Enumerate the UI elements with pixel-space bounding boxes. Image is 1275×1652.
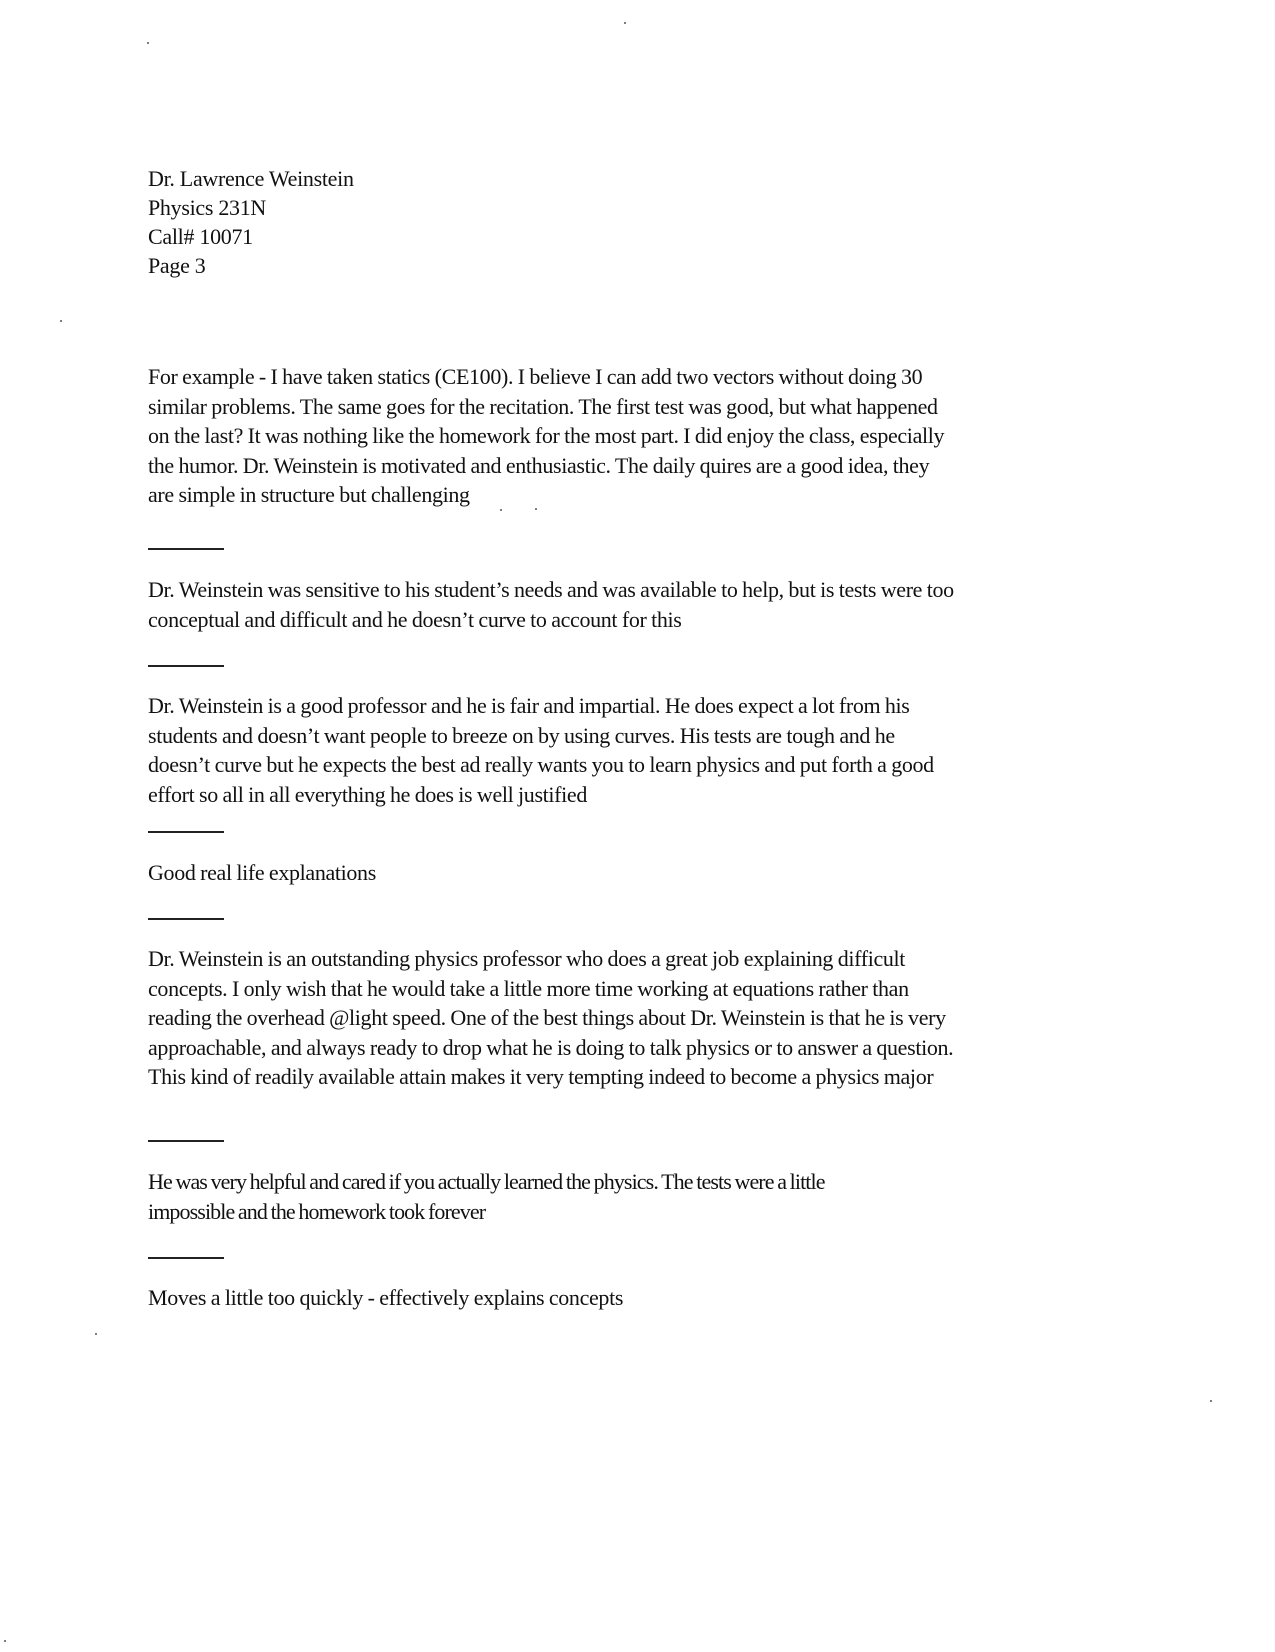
separator-rule <box>148 1257 224 1259</box>
scan-speck <box>1210 1400 1212 1402</box>
separator-rule <box>148 665 224 667</box>
comment-line: Good real life explanations <box>148 860 376 885</box>
scan-speck <box>95 1333 97 1335</box>
student-comment <box>148 944 1108 1092</box>
comment-line: the humor. Dr. Weinstein is motivated and enthusiastic. The daily quires are a good idea, they <box>148 452 930 478</box>
student-comment <box>148 858 1108 888</box>
comment-line: Moves a little too quickly - effectively explains concepts <box>148 1285 624 1310</box>
scan-speck <box>4 1640 6 1642</box>
student-comment <box>148 691 1108 809</box>
comment-line: Dr. Weinstein is an outstanding physics professor who does a great job explaining difficult <box>148 946 906 971</box>
separator-rule <box>148 831 224 833</box>
comment-line: This kind of readily available attain makes it very tempting indeed to become a physics major <box>148 1064 934 1089</box>
comment-line: Dr. Weinstein was sensitive to his student’s needs and was available to help, but is tests were too <box>148 577 954 602</box>
call-number: Call# 10071 <box>148 224 253 249</box>
student-comment <box>148 575 1108 634</box>
scan-speck <box>624 22 626 24</box>
page-number: Page 3 <box>148 253 206 278</box>
separator-rule <box>148 1140 224 1142</box>
separator-rule <box>148 548 224 550</box>
scan-speck <box>147 42 149 44</box>
comment-line: Dr. Weinstein is a good professor and he is fair and impartial. He does expect a lot from his <box>148 693 910 718</box>
comment-line: He was very helpful and cared if you actually learned the physics. The tests were a little <box>148 1169 825 1194</box>
comment-line: For example - I have taken statics (CE100). I believe I can add two vectors without doing 30 <box>148 364 923 389</box>
student-comment <box>148 1167 1108 1226</box>
letter-header <box>148 164 354 280</box>
student-comment <box>148 1283 1108 1313</box>
comment-line: reading the overhead @light speed. One of the best things about Dr. Weinstein is that he is very <box>148 1005 946 1030</box>
comment-line: concepts. I only wish that he would take a little more time working at equations rather than <box>148 975 909 1001</box>
comment-line: doesn’t curve but he expects the best ad really wants you to learn physics and put forth a good <box>148 752 934 777</box>
scan-speck <box>60 320 62 322</box>
comment-line: students and doesn’t want people to breeze on by using curves. His tests are tough and he <box>148 722 895 748</box>
comment-line: impossible and the homework took forever <box>148 1198 486 1224</box>
comment-line: effort so all in all everything he does is well justified <box>148 781 587 807</box>
course-name: Physics 231N <box>148 195 267 220</box>
student-comment <box>148 362 1108 510</box>
comment-line: on the last? It was nothing like the homework for the most part. I did enjoy the class, especially <box>148 423 945 448</box>
comment-line: approachable, and always ready to drop what he is doing to talk physics or to answer a question. <box>148 1034 954 1060</box>
separator-rule <box>148 918 224 920</box>
comment-line: similar problems. The same goes for the recitation. The first test was good, but what happened <box>148 393 938 419</box>
comment-line: are simple in structure but challenging <box>148 482 470 507</box>
comment-line: conceptual and difficult and he doesn’t curve to account for this <box>148 606 682 632</box>
professor-name: Dr. Lawrence Weinstein <box>148 166 354 191</box>
